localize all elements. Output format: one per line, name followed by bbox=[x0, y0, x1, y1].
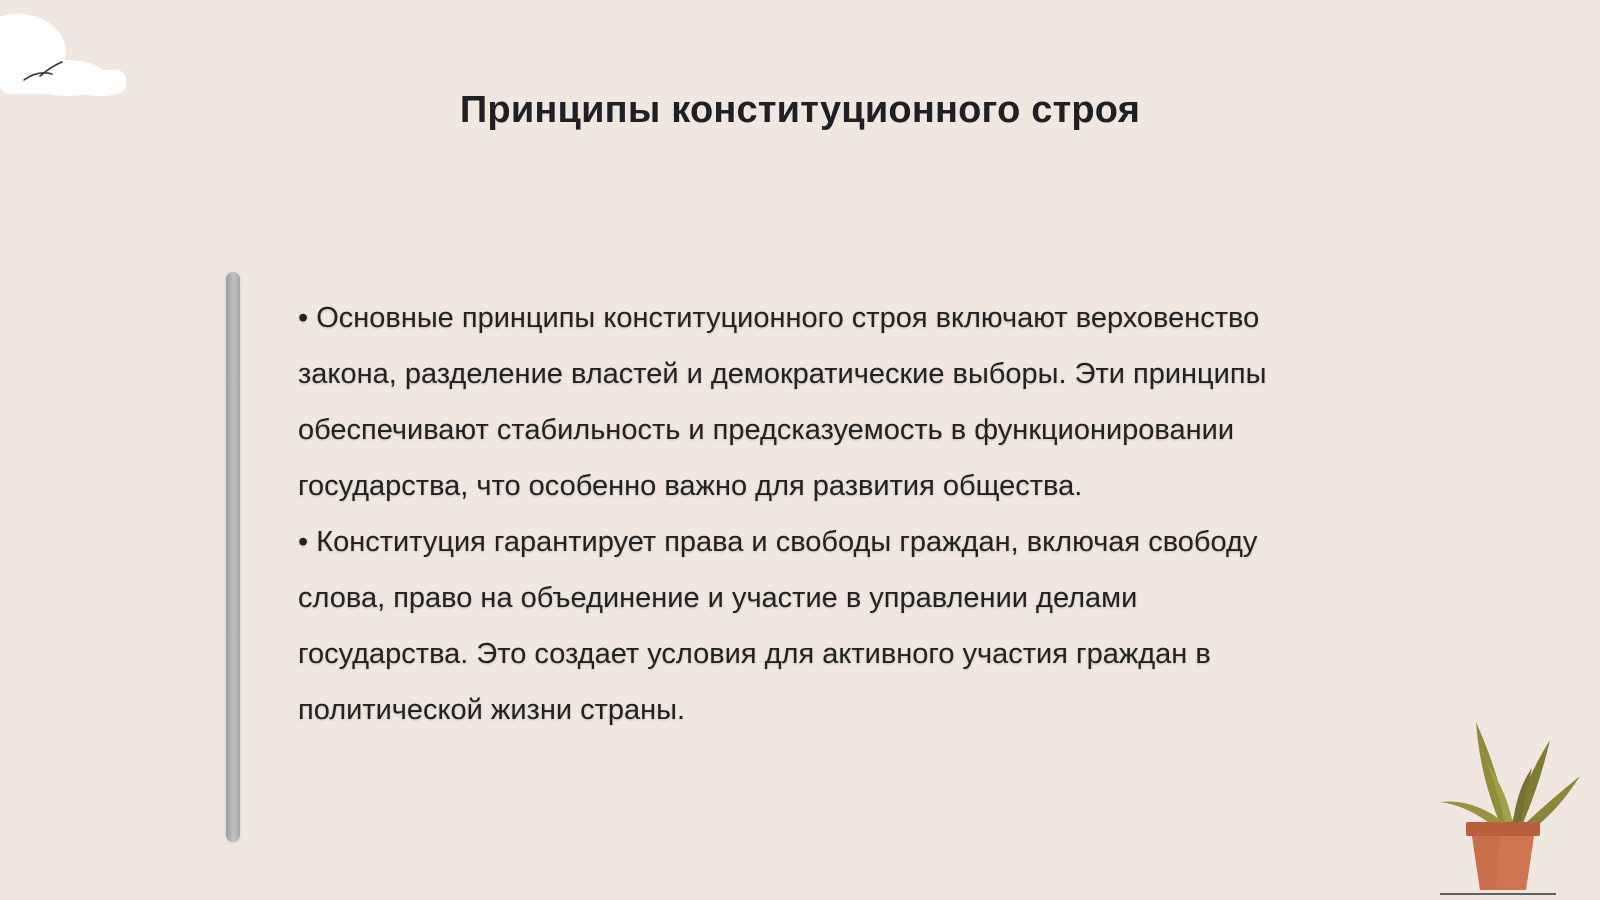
slide-title: Принципы конституционного строя bbox=[459, 89, 1141, 132]
plant-pot-icon bbox=[1466, 822, 1540, 890]
potted-plant-icon bbox=[1440, 718, 1580, 900]
bullet-paragraph: • Конституция гарантирует права и свободы граждан, включая свободу слова, право на объединение и участие в управлении делами государства. Это создает условия для активного участия граждан в политической жизни страны. bbox=[298, 526, 1258, 726]
plant-leaves-icon bbox=[1440, 722, 1580, 834]
slide-content bbox=[298, 290, 1288, 738]
accent-bar bbox=[226, 272, 240, 842]
bullet-paragraph: • Основные принципы конституционного строя включают верховенство закона, разделение властей и демократические выборы. Эти принципы обеспечивают стабильность и предсказуемость в функционировании государства, что особенно важно для развития общества. bbox=[298, 302, 1267, 502]
